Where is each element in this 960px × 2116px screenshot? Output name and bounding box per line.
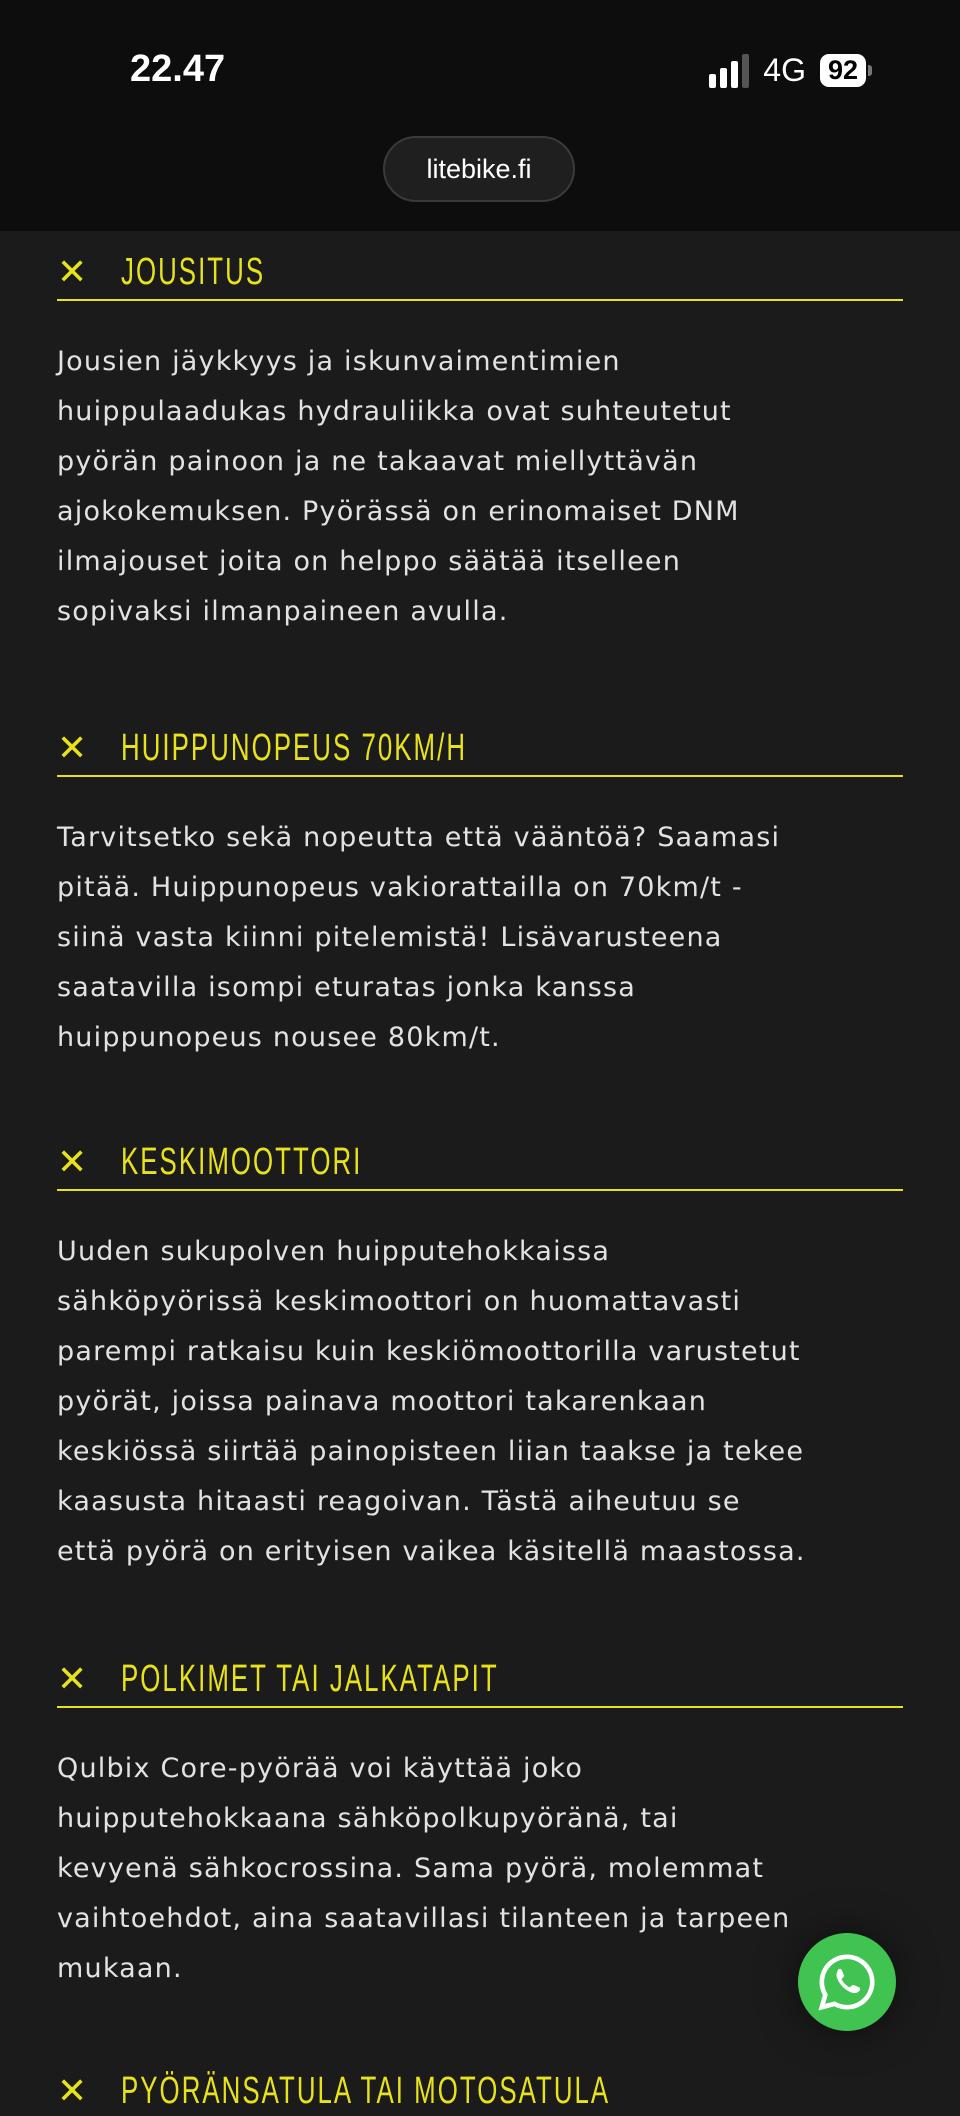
x-icon: ✕ bbox=[57, 2070, 88, 2112]
battery-level: 92 bbox=[820, 54, 866, 87]
feature-section bbox=[57, 723, 903, 1063]
text-line: parempi ratkaisu kuin keskiömoottorilla varustetut bbox=[57, 1336, 801, 1367]
section-title: KESKIMOOTTORI bbox=[121, 1140, 363, 1183]
battery-icon bbox=[820, 54, 872, 87]
whatsapp-button[interactable] bbox=[798, 1933, 896, 2031]
section-heading[interactable] bbox=[57, 1654, 903, 1704]
section-divider bbox=[57, 775, 903, 777]
text-line: pyörän painoon ja ne takaavat miellyttävän bbox=[57, 446, 699, 477]
section-title: PYÖRÄNSATULA TAI MOTOSATULA bbox=[121, 2069, 611, 2112]
x-icon: ✕ bbox=[57, 251, 88, 293]
section-title: JOUSITUS bbox=[121, 250, 266, 293]
section-divider bbox=[57, 299, 903, 301]
text-line: sähköpyörissä keskimoottori on huomattavasti bbox=[57, 1286, 742, 1317]
text-line: Tarvitsetko sekä nopeutta että vääntöä? Saamasi bbox=[57, 822, 781, 853]
text-line: että pyörä on erityisen vaikea käsitellä maastossa. bbox=[57, 1536, 806, 1567]
text-line: vaihtoehdot, aina saatavillasi tilanteen ja tarpeen bbox=[57, 1903, 791, 1934]
text-line: saatavilla isompi eturatas jonka kanssa bbox=[57, 972, 636, 1003]
feature-section bbox=[57, 1137, 903, 1577]
signal-icon bbox=[709, 54, 749, 88]
x-icon: ✕ bbox=[57, 727, 88, 769]
text-line: Jousien jäykkyys ja iskunvaimentimien bbox=[57, 346, 621, 377]
text-line: mukaan. bbox=[57, 1953, 183, 1984]
section-text bbox=[57, 1227, 903, 1577]
section-title: POLKIMET TAI JALKATAPIT bbox=[121, 1657, 499, 1700]
text-line: pitää. Huippunopeus vakiorattailla on 70km/t - bbox=[57, 872, 743, 903]
x-icon: ✕ bbox=[57, 1141, 88, 1183]
section-heading[interactable] bbox=[57, 723, 903, 773]
status-time: 22.47 bbox=[130, 48, 226, 90]
section-divider bbox=[57, 1706, 903, 1708]
section-text bbox=[57, 337, 903, 637]
url-bar[interactable]: litebike.fi bbox=[383, 136, 575, 202]
text-line: ilmajouset joita on helppo säätää itselleen bbox=[57, 546, 682, 577]
whatsapp-icon bbox=[816, 1951, 878, 2013]
text-line: kaasusta hitaasti reagoivan. Tästä aiheutuu se bbox=[57, 1486, 741, 1517]
text-line: keskiössä siirtää painopisteen liian taakse ja tekee bbox=[57, 1436, 805, 1467]
text-line: kevyenä sähkocrossina. Sama pyörä, molemmat bbox=[57, 1853, 765, 1884]
section-text bbox=[57, 1744, 903, 1994]
section-heading[interactable] bbox=[57, 1137, 903, 1187]
feature-section bbox=[57, 2066, 903, 2116]
section-heading[interactable] bbox=[57, 2066, 903, 2116]
text-line: Qulbix Core-pyörää voi käyttää joko bbox=[57, 1753, 584, 1784]
feature-section bbox=[57, 1654, 903, 1994]
feature-section bbox=[57, 247, 903, 637]
text-line: huipputehokkaana sähköpolkupyöränä, tai bbox=[57, 1803, 679, 1834]
text-line: ajokokemuksen. Pyörässä on erinomaiset DNM bbox=[57, 496, 740, 527]
browser-top-bar bbox=[0, 0, 960, 231]
text-line: pyörät, joissa painava moottori takarenkaan bbox=[57, 1386, 708, 1417]
text-line: huippunopeus nousee 80km/t. bbox=[57, 1022, 501, 1053]
status-icons bbox=[709, 52, 872, 89]
section-text bbox=[57, 813, 903, 1063]
network-type: 4G bbox=[763, 52, 806, 88]
x-icon: ✕ bbox=[57, 1658, 88, 1700]
text-line: siinä vasta kiinni pitelemistä! Lisävarusteena bbox=[57, 922, 723, 953]
section-title: HUIPPUNOPEUS 70KM/H bbox=[121, 726, 468, 769]
section-heading[interactable] bbox=[57, 247, 903, 297]
text-line: sopivaksi ilmanpaineen avulla. bbox=[57, 596, 509, 627]
text-line: Uuden sukupolven huipputehokkaissa bbox=[57, 1236, 611, 1267]
section-divider bbox=[57, 1189, 903, 1191]
text-line: huippulaadukas hydrauliikka ovat suhteutetut bbox=[57, 396, 732, 427]
